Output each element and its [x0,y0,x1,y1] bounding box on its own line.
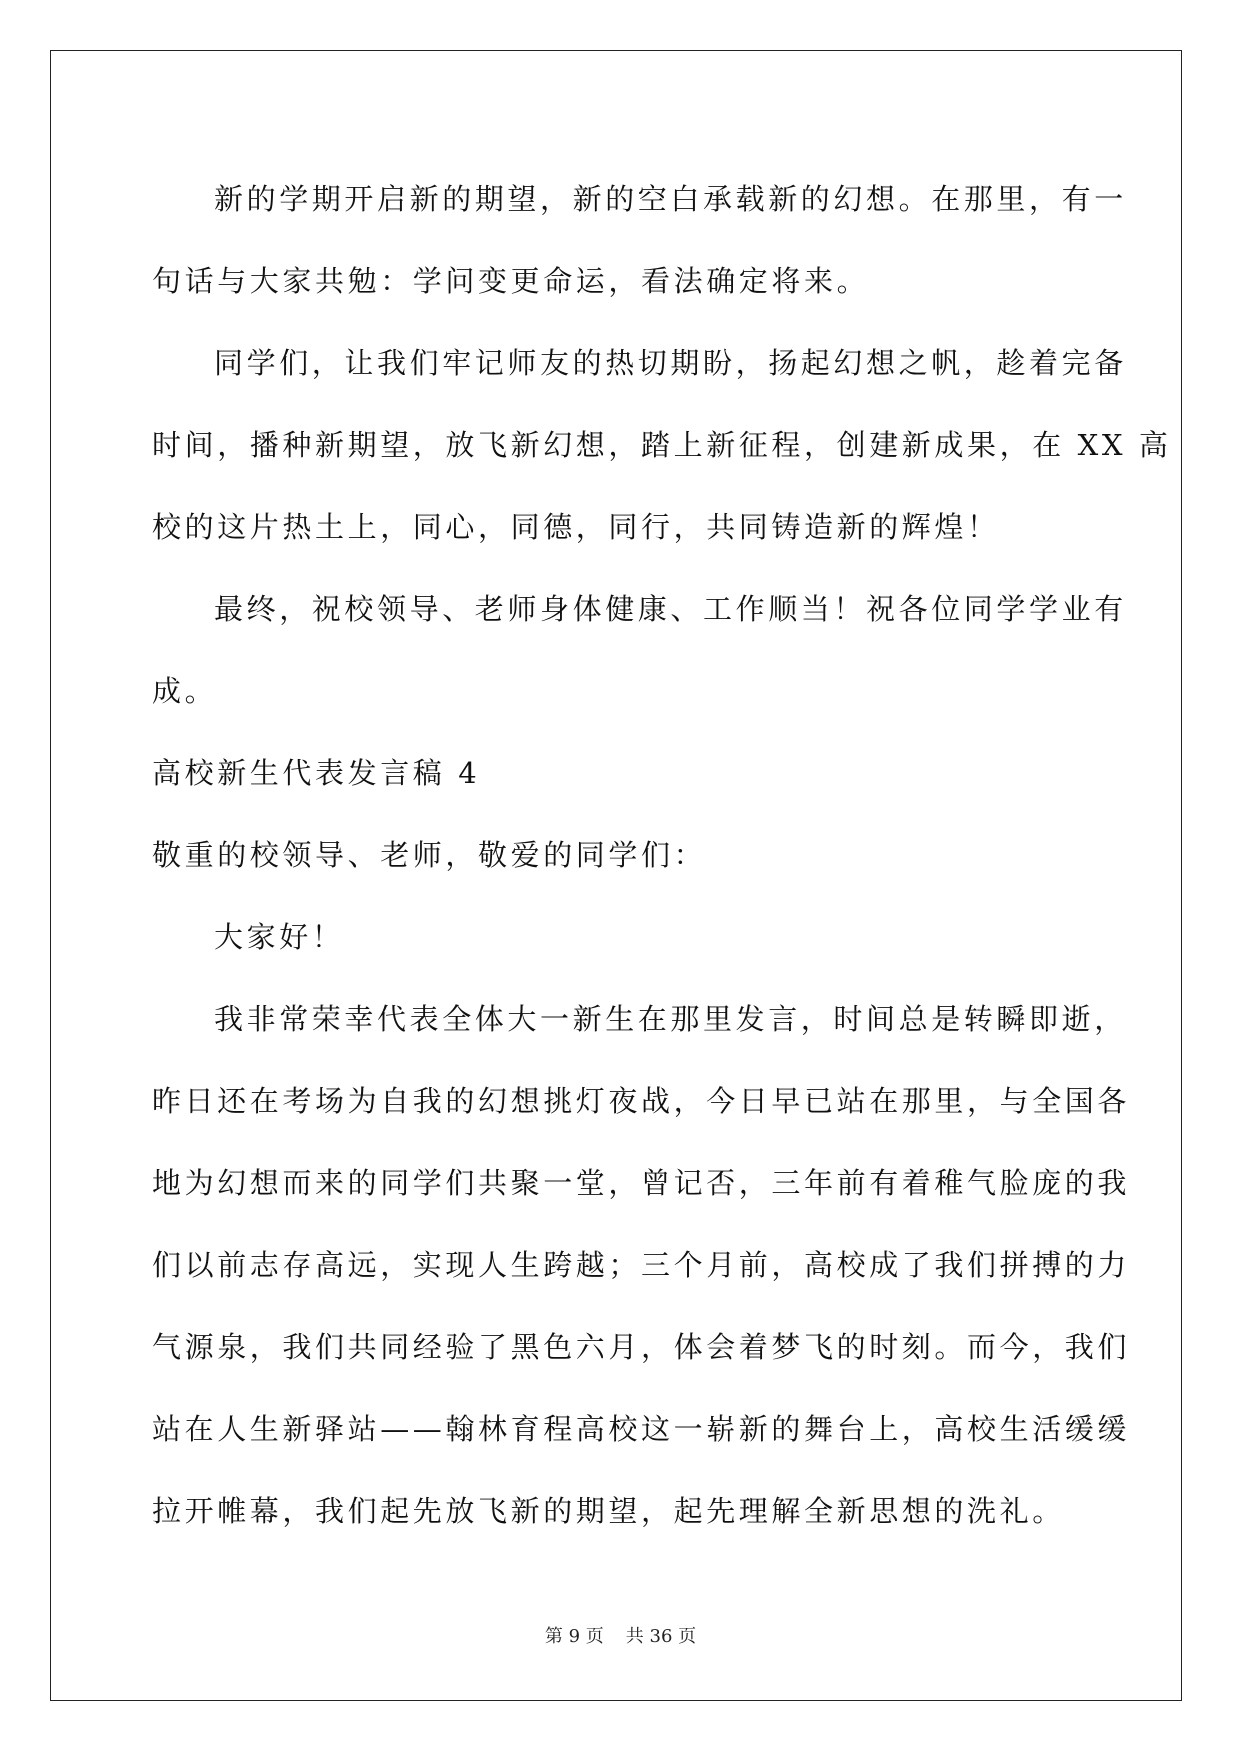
paragraph-line: 最终，祝校领导、老师身体健康、工作顺当！祝各位同学学业有 [214,592,1127,626]
paragraph-line: 拉开帷幕，我们起先放飞新的期望，起先理解全新思想的洗礼。 [152,1494,1065,1528]
paragraph-line: 成。 [152,674,218,708]
greeting: 大家好！ [214,920,345,954]
paragraph-line: 时间，播种新期望，放飞新幻想，踏上新征程，创建新成果，在 XX 高 [152,428,1172,462]
paragraph-line: 们以前志存高远，实现人生跨越；三个月前，高校成了我们拼搏的力 [152,1248,1131,1282]
page-footer [0,1625,1241,1649]
document-body [152,158,1172,1552]
paragraph-line: 新的学期开启新的期望，新的空白承载新的幻想。在那里，有一 [214,182,1127,216]
paragraph-line: 气源泉，我们共同经验了黑色六月，体会着梦飞的时刻。而今，我们 [152,1330,1131,1364]
salutation: 敬重的校领导、老师，敬爱的同学们： [152,838,707,872]
paragraph-line: 昨日还在考场为自我的幻想挑灯夜战，今日早已站在那里，与全国各 [152,1084,1131,1118]
section-heading: 高校新生代表发言稿 4 [152,756,481,790]
paragraph-line: 同学们，让我们牢记师友的热切期盼，扬起幻想之帆，趁着完备 [214,346,1127,380]
page-number: 第 9 页 [544,1626,604,1647]
page-total: 共 36 页 [625,1626,697,1647]
paragraph-line: 地为幻想而来的同学们共聚一堂，曾记否，三年前有着稚气脸庞的我 [152,1166,1131,1200]
paragraph-line: 句话与大家共勉：学问变更命运，看法确定将来。 [152,264,870,298]
paragraph-line: 站在人生新驿站——翰林育程高校这一崭新的舞台上，高校生活缓缓 [152,1412,1131,1446]
paragraph-line: 校的这片热土上，同心，同德，同行，共同铸造新的辉煌！ [152,510,1000,544]
paragraph-line: 我非常荣幸代表全体大一新生在那里发言，时间总是转瞬即逝， [214,1002,1127,1036]
